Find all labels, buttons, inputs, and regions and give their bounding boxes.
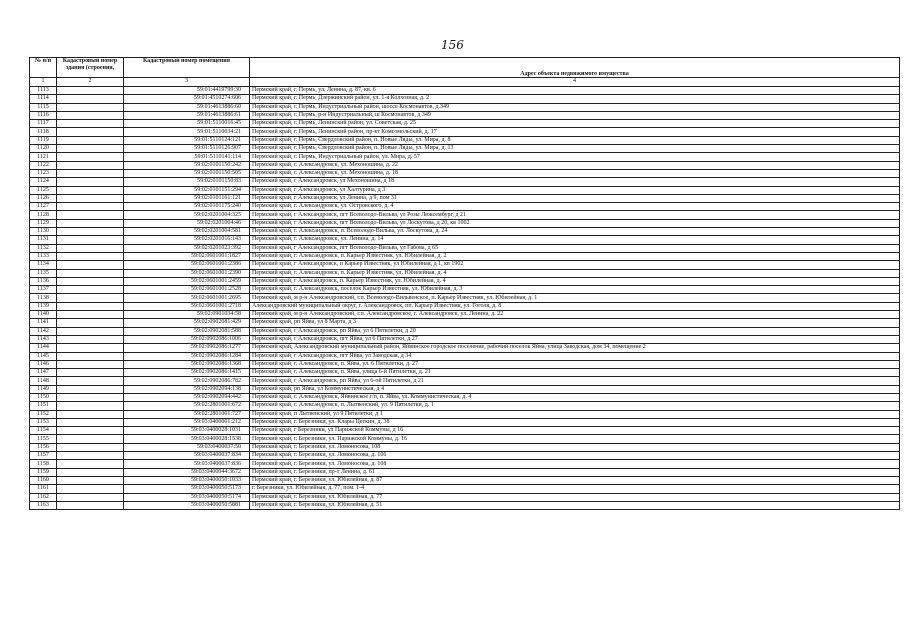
- row-number: 1135: [30, 269, 57, 277]
- address-cell: г. Березники, ул. Юбилейная, д. 77, пом. 1-4: [250, 485, 900, 493]
- building-cadastral-cell: [57, 178, 124, 186]
- address-cell: Пермский край, г Александровск, пгт Яйва, ул Заводская, д 34: [250, 352, 900, 360]
- address-cell: Пермский край, г. Александровск, ул. Мехоношина, д. 22: [250, 161, 900, 169]
- address-cell: Пермский край, г. Березники, ул. Ломоносова, д. 106: [250, 452, 900, 460]
- table-row: [30, 194, 900, 202]
- room-cadastral-cell: 59:03:0400050:5881: [124, 501, 250, 509]
- row-number: 1122: [30, 161, 57, 169]
- row-number: 1137: [30, 286, 57, 294]
- room-cadastral-cell: 59:02:0902086:1284: [124, 352, 250, 360]
- row-number: 1134: [30, 261, 57, 269]
- row-number: 1156: [30, 443, 57, 451]
- room-cadastral-cell: 59:02:0902086:1415: [124, 369, 250, 377]
- room-cadastral-cell: 59:02:0201023:392: [124, 244, 250, 252]
- row-number: 1141: [30, 319, 57, 327]
- table-row: [30, 277, 900, 285]
- building-cadastral-cell: [57, 369, 124, 377]
- row-number: 1128: [30, 211, 57, 219]
- row-number: 1159: [30, 468, 57, 476]
- address-cell: Пермский край, г Александровск, п. Карьер Известняк, ул. Юбилейная, д. 4: [250, 277, 900, 285]
- address-cell: Пермский край, г Александровск, рп Яйва, ул 6-ой Пятилетки, д 21: [250, 377, 900, 385]
- room-cadastral-cell: 59:02:0902086:782: [124, 377, 250, 385]
- building-cadastral-cell: [57, 103, 124, 111]
- table-row: [30, 95, 900, 103]
- room-cadastral-cell: 59:02:0902086:1277: [124, 344, 250, 352]
- row-number: 1136: [30, 277, 57, 285]
- building-cadastral-cell: [57, 153, 124, 161]
- table-row: [30, 169, 900, 177]
- address-cell: Пермский край, г Александровск, ул Халтурина, д 3: [250, 186, 900, 194]
- table-row: [30, 393, 900, 401]
- building-cadastral-cell: [57, 460, 124, 468]
- header-num: № п/п: [30, 58, 57, 78]
- table-row: [30, 352, 900, 360]
- header-index-1: 1: [30, 78, 57, 87]
- address-cell: Пермский край, рп Яйва, ул Коммунистическая, д 4: [250, 385, 900, 393]
- room-cadastral-cell: 59:03:0400001:212: [124, 418, 250, 426]
- room-cadastral-cell: 59:03:0400028:1538: [124, 435, 250, 443]
- row-number: 1115: [30, 103, 57, 111]
- building-cadastral-cell: [57, 269, 124, 277]
- building-cadastral-cell: [57, 111, 124, 119]
- room-cadastral-cell: 59:02:0201004:581: [124, 228, 250, 236]
- header-index-3: 3: [124, 78, 250, 87]
- building-cadastral-cell: [57, 327, 124, 335]
- building-cadastral-cell: [57, 161, 124, 169]
- header-building-cadastral: Кадастровый номер здания (строения,: [57, 58, 124, 78]
- row-number: 1120: [30, 145, 57, 153]
- room-cadastral-cell: 59:01:4613886:61: [124, 111, 250, 119]
- address-cell: Пермский край, г. Березники, ул. Клары Цеткин, д. 38: [250, 418, 900, 426]
- row-number: 1118: [30, 128, 57, 136]
- address-cell: Пермский край, г Александровск, пгт Всеволодо-Вильва, ул Лоскутова, д 20, кв 1002: [250, 219, 900, 227]
- room-cadastral-cell: 59:02:0902081:588: [124, 327, 250, 335]
- address-cell: Пермский край, г Александровск, п Карьер Известняк, ул Юбилейная, д 1, кв 1902: [250, 261, 900, 269]
- building-cadastral-cell: [57, 385, 124, 393]
- table-row: [30, 236, 900, 244]
- building-cadastral-cell: [57, 252, 124, 260]
- building-cadastral-cell: [57, 128, 124, 136]
- building-cadastral-cell: [57, 352, 124, 360]
- table-row: [30, 211, 900, 219]
- building-cadastral-cell: [57, 427, 124, 435]
- table-row: [30, 128, 900, 136]
- row-number: 1130: [30, 228, 57, 236]
- room-cadastral-cell: 59:03:0400050:5173: [124, 485, 250, 493]
- building-cadastral-cell: [57, 452, 124, 460]
- row-number: 1124: [30, 178, 57, 186]
- building-cadastral-cell: [57, 219, 124, 227]
- building-cadastral-cell: [57, 468, 124, 476]
- table-row: [30, 385, 900, 393]
- room-cadastral-cell: 59:01:4419799:30: [124, 87, 250, 95]
- table-row: [30, 452, 900, 460]
- table-row: [30, 335, 900, 343]
- address-cell: Пермский край, г. Пермь, ул. Ленина, д. 87, кв. 6: [250, 87, 900, 95]
- room-cadastral-cell: 59:02:2801001:672: [124, 402, 250, 410]
- building-cadastral-cell: [57, 228, 124, 236]
- address-cell: Пермский край, м р-н Александровский, г.п. Александровское, г. Александровск, ул. Ленина, д. 22: [250, 311, 900, 319]
- address-cell: Пермский край, г Александровск, ул Ленина, д 9, пом 31: [250, 194, 900, 202]
- building-cadastral-cell: [57, 194, 124, 202]
- header-address: Адрес объекта недвижимого имущества: [250, 58, 900, 78]
- building-cadastral-cell: [57, 360, 124, 368]
- address-cell: Пермский край, г. Александровск, ул. Островского, д. 4: [250, 203, 900, 211]
- row-number: 1158: [30, 460, 57, 468]
- address-cell: Пермский край, м р-н Александровский, г.п. Всеволодо-Вильвенское, п. Карьер Известняк, ул. Юбилейная, д. 1: [250, 294, 900, 302]
- table-row: [30, 87, 900, 95]
- row-number: 1113: [30, 87, 57, 95]
- address-cell: Пермский край, г Александровск, пгт Всеволодо-Вильва, ул Розы Люксембург, д 21: [250, 211, 900, 219]
- table-row: [30, 311, 900, 319]
- address-cell: Пермский край, г. Березники, ул. Парижской Коммуны, д. 16: [250, 435, 900, 443]
- row-number: 1150: [30, 393, 57, 401]
- address-cell: Пермский край, г. Березники, ул. Ломоносова, д. 108: [250, 460, 900, 468]
- address-cell: Пермский край, г. Пермь, Дзержинский район, ул. 1-я Колхозная, д. 2: [250, 95, 900, 103]
- building-cadastral-cell: [57, 120, 124, 128]
- room-cadastral-cell: 59:02:0601001:2390: [124, 269, 250, 277]
- table-row: [30, 435, 900, 443]
- address-cell: Пермский край, г Александровск, рп Яйва, ул 6 Пятилетки, д 20: [250, 327, 900, 335]
- room-cadastral-cell: 59:02:0201004:325: [124, 211, 250, 219]
- table-row: [30, 294, 900, 302]
- table-row: [30, 501, 900, 509]
- building-cadastral-cell: [57, 186, 124, 194]
- building-cadastral-cell: [57, 493, 124, 501]
- table-row: [30, 203, 900, 211]
- table-row: [30, 418, 900, 426]
- building-cadastral-cell: [57, 418, 124, 426]
- table-row: [30, 261, 900, 269]
- building-cadastral-cell: [57, 476, 124, 484]
- room-cadastral-cell: 59:02:0902094:138: [124, 385, 250, 393]
- header-room-cadastral: Кадастровый номер помещения: [124, 58, 250, 78]
- table-row: [30, 219, 900, 227]
- room-cadastral-cell: 59:02:0201004:46: [124, 219, 250, 227]
- address-cell: Пермский край, г. Березники, пр-т Ленина, д. 61: [250, 468, 900, 476]
- table-row: [30, 186, 900, 194]
- address-cell: Пермский край, г. Пермь, Свердловский район, п. Новые Ляды, ул. Мира, д. 8: [250, 136, 900, 144]
- building-cadastral-cell: [57, 261, 124, 269]
- address-cell: Пермский край, г. Пермь, р-н Индустриальный, ш Космонавтов, д 349: [250, 111, 900, 119]
- building-cadastral-cell: [57, 236, 124, 244]
- row-number: 1160: [30, 476, 57, 484]
- address-cell: Пермский край, г. Березники, ул. Юбилейная, д. 51: [250, 501, 900, 509]
- row-number: 1161: [30, 485, 57, 493]
- row-number: 1144: [30, 344, 57, 352]
- row-number: 1143: [30, 335, 57, 343]
- room-cadastral-cell: 59:03:0400050:1033: [124, 476, 250, 484]
- building-cadastral-cell: [57, 95, 124, 103]
- address-cell: Пермский край, г Александровск, ул Мехоношина, д 18: [250, 178, 900, 186]
- table-row: [30, 286, 900, 294]
- room-cadastral-cell: 59:02:0902086:1006: [124, 335, 250, 343]
- building-cadastral-cell: [57, 501, 124, 509]
- table-row: [30, 302, 900, 310]
- row-number: 1154: [30, 427, 57, 435]
- room-cadastral-cell: 59:02:0101161:121: [124, 194, 250, 202]
- row-number: 1119: [30, 136, 57, 144]
- room-cadastral-cell: 59:02:0601001:2459: [124, 277, 250, 285]
- row-number: 1148: [30, 377, 57, 385]
- row-number: 1131: [30, 236, 57, 244]
- row-number: 1138: [30, 294, 57, 302]
- room-cadastral-cell: 59:02:0902094:442: [124, 393, 250, 401]
- address-cell: Пермский край, рп Яйва, ул 8 Марта, д 3: [250, 319, 900, 327]
- address-cell: Пермский край, г. Александровск, ул. Ленина, д. 14: [250, 236, 900, 244]
- table-row: [30, 468, 900, 476]
- table-row: [30, 377, 900, 385]
- room-cadastral-cell: 59:02:0101150:242: [124, 161, 250, 169]
- room-cadastral-cell: 59:02:0902086:1368: [124, 360, 250, 368]
- table-row: [30, 360, 900, 368]
- row-number: 1145: [30, 352, 57, 360]
- table-row: [30, 410, 900, 418]
- room-cadastral-cell: 59:01:5110124:121: [124, 136, 250, 144]
- room-cadastral-cell: 59:03:0400044:3672: [124, 468, 250, 476]
- address-cell: Пермский край, г. Пермь, Индустриальный район, ул. Мира, д. 57: [250, 153, 900, 161]
- room-cadastral-cell: 59:02:0601001:2695: [124, 294, 250, 302]
- property-table: [29, 57, 900, 510]
- room-cadastral-cell: 59:02:0601001:2718: [124, 302, 250, 310]
- header-index-2: 2: [57, 78, 124, 87]
- row-number: 1146: [30, 360, 57, 368]
- header-index-4: 4: [250, 78, 900, 87]
- building-cadastral-cell: [57, 344, 124, 352]
- table-header: [30, 58, 900, 87]
- table-row: [30, 443, 900, 451]
- table-row: [30, 178, 900, 186]
- table-row: [30, 319, 900, 327]
- address-cell: Пермский край, г Александровск, пгт Всеволодо-Вильва, ул Габова, д 65: [250, 244, 900, 252]
- room-cadastral-cell: 59:02:0601001:2528: [124, 286, 250, 294]
- room-cadastral-cell: 59:03:0400037:834: [124, 452, 250, 460]
- table-row: [30, 327, 900, 335]
- row-number: 1157: [30, 452, 57, 460]
- building-cadastral-cell: [57, 145, 124, 153]
- table-row: [30, 136, 900, 144]
- building-cadastral-cell: [57, 485, 124, 493]
- row-number: 1121: [30, 153, 57, 161]
- table-row: [30, 427, 900, 435]
- table-row: [30, 402, 900, 410]
- building-cadastral-cell: [57, 402, 124, 410]
- address-cell: Пермский край, г. Александровск, Яйвинское г/п, п. Яйва, ул. Коммунистическая, д. 4: [250, 393, 900, 401]
- room-cadastral-cell: 59:02:0601001:2386: [124, 261, 250, 269]
- room-cadastral-cell: 59:02:2801001:727: [124, 410, 250, 418]
- table-row: [30, 145, 900, 153]
- address-cell: Александровский муниципальный округ, г. Александровск, пп. Карьер Известняк, ул. Гоголя, д. 8: [250, 302, 900, 310]
- address-cell: Пермский край, п Лытвенский, ул 9 Пятилетки, д 1: [250, 410, 900, 418]
- building-cadastral-cell: [57, 311, 124, 319]
- row-number: 1127: [30, 203, 57, 211]
- row-number: 1140: [30, 311, 57, 319]
- room-cadastral-cell: 59:01:5110126:907: [124, 145, 250, 153]
- building-cadastral-cell: [57, 211, 124, 219]
- table-row: [30, 493, 900, 501]
- row-number: 1162: [30, 493, 57, 501]
- table-row: [30, 460, 900, 468]
- row-number: 1114: [30, 95, 57, 103]
- row-number: 1153: [30, 418, 57, 426]
- address-cell: Пермский край, г Березники, ул Парижской Коммуны, д 16: [250, 427, 900, 435]
- building-cadastral-cell: [57, 410, 124, 418]
- row-number: 1147: [30, 369, 57, 377]
- row-number: 1132: [30, 244, 57, 252]
- table-row: [30, 228, 900, 236]
- room-cadastral-cell: 59:02:0101175:240: [124, 203, 250, 211]
- row-number: 1117: [30, 120, 57, 128]
- room-cadastral-cell: 59:03:0400028:1031: [124, 427, 250, 435]
- room-cadastral-cell: 59:02:0902081:429: [124, 319, 250, 327]
- row-number: 1142: [30, 327, 57, 335]
- page-number: 156: [441, 38, 464, 52]
- table-row: [30, 161, 900, 169]
- building-cadastral-cell: [57, 87, 124, 95]
- row-number: 1123: [30, 169, 57, 177]
- address-cell: Пермский край, г. Александровск, поселок Карьер Известняк, ул. Юбилейная, д. 3: [250, 286, 900, 294]
- room-cadastral-cell: 59:02:0101151:294: [124, 186, 250, 194]
- address-cell: Пермский край, г. Александровск, п. Лытвенский, ул. 9 Пятилетки, д. 1: [250, 402, 900, 410]
- row-number: 1139: [30, 302, 57, 310]
- address-cell: Пермский край, Александровский муниципальный район, Яйвинское городское поселение, рабочий поселок Яйва, улица Заводская, дом 34, помещение 2: [250, 344, 900, 352]
- address-cell: Пермский край, г. Пермь, Ленинский район, пр-кт Комсомольский, д. 17: [250, 128, 900, 136]
- building-cadastral-cell: [57, 302, 124, 310]
- room-cadastral-cell: 59:01:4510274:606: [124, 95, 250, 103]
- table-row: [30, 344, 900, 352]
- address-cell: Пермский край, г. Александровск, п. Карьер Известняк, ул. Юбилейная, д. 4: [250, 269, 900, 277]
- building-cadastral-cell: [57, 335, 124, 343]
- room-cadastral-cell: 59:01:5110034:21: [124, 128, 250, 136]
- building-cadastral-cell: [57, 319, 124, 327]
- building-cadastral-cell: [57, 277, 124, 285]
- address-cell: Пермский край, г. Александровск, п. Яйва, улица 6-й Пятилетки, д. 21: [250, 369, 900, 377]
- table-row: [30, 153, 900, 161]
- address-cell: Пермский край, г. Александровск, п. Яйва, ул. 6 Пятилетки, д. 27: [250, 360, 900, 368]
- address-cell: Пермский край, г. Пермь, Ленинский район, ул. Советская, д. 25: [250, 120, 900, 128]
- row-number: 1116: [30, 111, 57, 119]
- building-cadastral-cell: [57, 443, 124, 451]
- row-number: 1133: [30, 252, 57, 260]
- address-cell: Пермский край, г. Березники, ул. Юбилейная, д. 77: [250, 493, 900, 501]
- row-number: 1149: [30, 385, 57, 393]
- row-number: 1151: [30, 402, 57, 410]
- building-cadastral-cell: [57, 377, 124, 385]
- building-cadastral-cell: [57, 393, 124, 401]
- address-cell: Пермский край, г. Березники, ул. Юбилейная, д. 87: [250, 476, 900, 484]
- room-cadastral-cell: 59:03:0400037:836: [124, 460, 250, 468]
- room-cadastral-cell: 59:01:5110016:45: [124, 120, 250, 128]
- room-cadastral-cell: 59:02:0101150:83: [124, 178, 250, 186]
- building-cadastral-cell: [57, 244, 124, 252]
- table-row: [30, 252, 900, 260]
- row-number: 1125: [30, 186, 57, 194]
- address-cell: Пермский край, г. Пермь, Свердловский район, п. Новые Ляды, ул. Мира, д. 13: [250, 145, 900, 153]
- building-cadastral-cell: [57, 136, 124, 144]
- table-row: [30, 485, 900, 493]
- room-cadastral-cell: 59:02:0201016:143: [124, 236, 250, 244]
- building-cadastral-cell: [57, 294, 124, 302]
- table-row: [30, 476, 900, 484]
- address-cell: Пермский край, г. Александровск, п. Карьер Известняк, ул. Юбилейная, д. 2: [250, 252, 900, 260]
- room-cadastral-cell: 59:01:5110141:114: [124, 153, 250, 161]
- row-number: 1163: [30, 501, 57, 509]
- table-row: [30, 120, 900, 128]
- address-cell: Пермский край, г. Пермь, Индустриальный район, шоссе Космонавтов, д.349: [250, 103, 900, 111]
- table-row: [30, 103, 900, 111]
- room-cadastral-cell: 59:02:0601001:1827: [124, 252, 250, 260]
- room-cadastral-cell: 59:01:4613886:60: [124, 103, 250, 111]
- row-number: 1126: [30, 194, 57, 202]
- room-cadastral-cell: 59:02:0101150:505: [124, 169, 250, 177]
- row-number: 1152: [30, 410, 57, 418]
- room-cadastral-cell: 59:03:0400050:5174: [124, 493, 250, 501]
- building-cadastral-cell: [57, 203, 124, 211]
- room-cadastral-cell: 59:02:0901034:58: [124, 311, 250, 319]
- table-row: [30, 369, 900, 377]
- address-cell: Пермский край, г. Александровск, п. Всеволодо-Вильва, ул. Лоскутова, д. 24: [250, 228, 900, 236]
- row-number: 1129: [30, 219, 57, 227]
- building-cadastral-cell: [57, 286, 124, 294]
- table-row: [30, 269, 900, 277]
- row-number: 1155: [30, 435, 57, 443]
- table-row: [30, 111, 900, 119]
- table-body: [30, 87, 900, 510]
- address-cell: Пермский край, г. Березники, ул. Ломоносова, 108: [250, 443, 900, 451]
- building-cadastral-cell: [57, 435, 124, 443]
- room-cadastral-cell: 59:03:0400037:50: [124, 443, 250, 451]
- table-row: [30, 244, 900, 252]
- building-cadastral-cell: [57, 169, 124, 177]
- address-cell: Пермский край, г Александровск, пгт Яйва, ул 6 Пятилетки, д 27: [250, 335, 900, 343]
- address-cell: Пермский край, г. Александровск, ул. Мехоношина, д. 18: [250, 169, 900, 177]
